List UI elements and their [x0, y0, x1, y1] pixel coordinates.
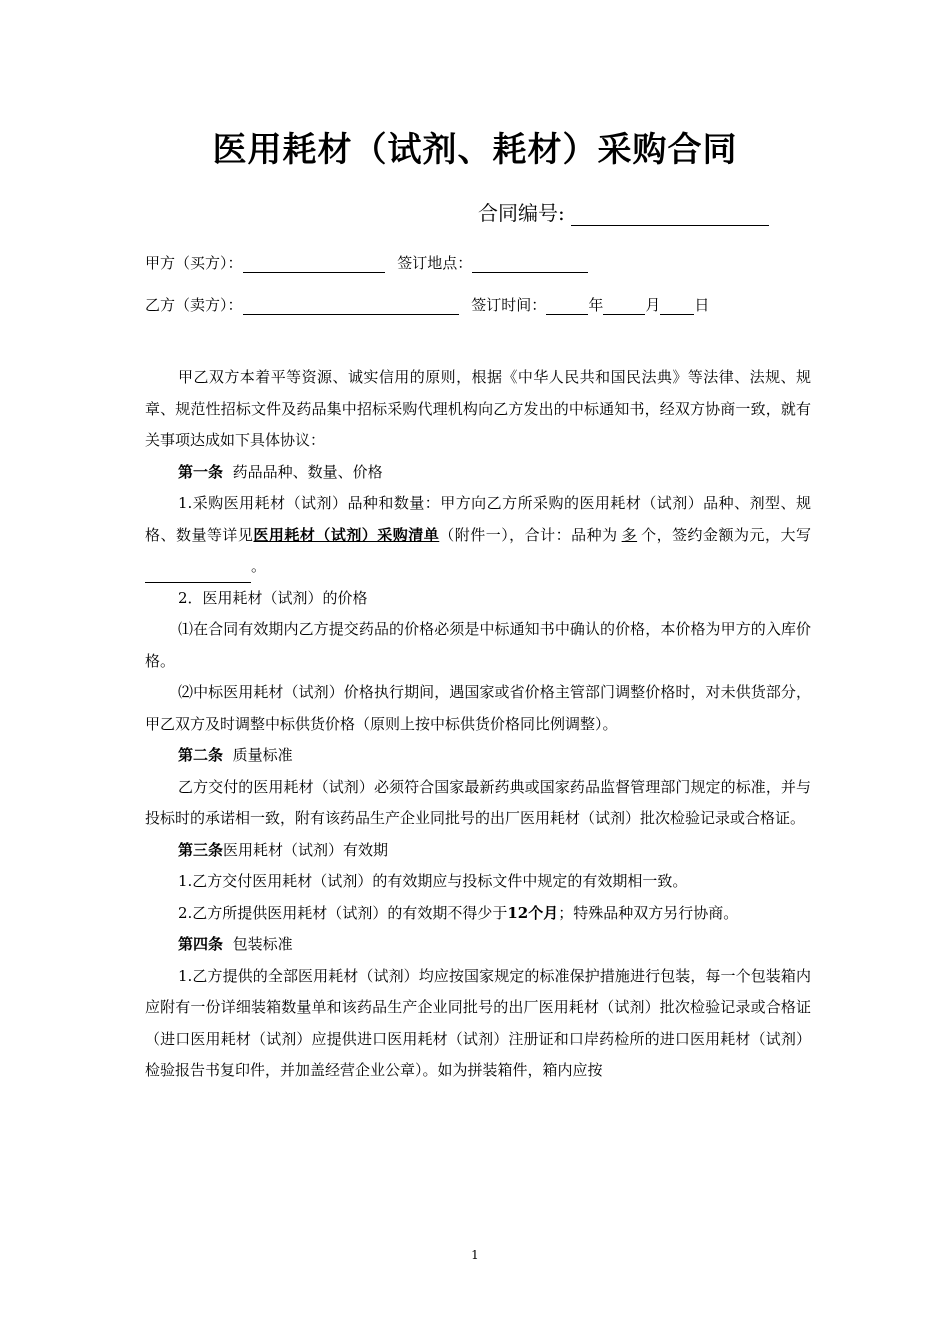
article-1-paragraph-1: [145, 488, 811, 583]
page-number: 1: [471, 1248, 479, 1262]
shelf-life-minimum: 12个月: [507, 903, 559, 922]
party-a-blank: [243, 256, 385, 273]
contract-title: 医用耗材（试剂、耗材）采购合同: [212, 130, 738, 170]
sign-place-label: 签订地点：: [397, 254, 473, 272]
article-3-number: 第三条: [178, 840, 224, 859]
article-1-p1-text-c: 个，签约金额为元，大写: [641, 525, 811, 544]
sign-time-label: 签订时间：: [471, 296, 547, 314]
year-label: 年: [588, 296, 604, 314]
article-2-title: 质量标准: [232, 746, 293, 764]
article-1-p1-text-a: 1.采购医用耗材（试剂）品种和数量：甲方向乙方所采购的医用耗材（试剂）品种、剂型、规格、数量等详见: [145, 494, 811, 544]
article-3-paragraph-1: 1.乙方交付医用耗材（试剂）的有效期应与投标文件中规定的有效期相一致。: [178, 872, 688, 890]
party-b-blank: [243, 298, 459, 315]
contract-number-blank: [571, 203, 769, 226]
article-3-p2-text-b: ；特殊品种双方另行协商。: [558, 903, 739, 922]
article-2-number: 第二条: [178, 746, 224, 764]
article-2-paragraph-1: 乙方交付的医用耗材（试剂）必须符合国家最新药典或国家药品监督管理部门规定的标准，并与投标时的承诺相一致，附有该药品生产企业同批号的出厂医用耗材（试剂）批次检验记录或合格证。: [145, 777, 811, 827]
article-1-number: 第一条: [178, 462, 224, 481]
article-3-heading: [145, 835, 811, 867]
contract-number-row: [478, 197, 769, 226]
sign-place-blank: [472, 256, 588, 273]
article-4-heading: [145, 929, 811, 961]
month-blank: [603, 298, 645, 315]
contract-number-label: 合同编号:: [478, 201, 565, 225]
day-label: 日: [694, 296, 710, 314]
article-4-paragraph-1: 1.乙方提供的全部医用耗材（试剂）均应按国家规定的标准保护措施进行包装，每一个包装箱内应附有一份详细装箱数量单和该药品生产企业同批号的出厂医用耗材（试剂）批次检验记录或合格证（进口医用耗材（试剂）应提供进口医用耗材（试剂）注册证和口岸药检所的进口医用耗材（试剂）检验报告书复印件，并加盖经营企业公章）。如为拼装箱件，箱内应按: [145, 966, 811, 1079]
article-4-title: 包装标准: [232, 935, 293, 953]
party-a-row: [145, 252, 588, 273]
month-label: 月: [645, 296, 661, 314]
intro-paragraph: 甲乙双方本着平等资源、诚实信用的原则，根据《中华人民共和国民法典》等法律、法规、规章、规范性招标文件及药品集中招标采购代理机构向乙方发出的中标通知书，经双方协商一致，就有关事项达成如下具体协议：: [145, 368, 811, 449]
article-1-title: 药品品种、数量、价格: [232, 462, 383, 481]
procurement-list-reference: 医用耗材（试剂）采购清单: [253, 525, 440, 544]
article-1-p1-end: 。: [251, 557, 267, 575]
article-1-heading: [145, 457, 811, 489]
article-3-p2-text-a: 2.乙方所提供医用耗材（试剂）的有效期不得少于: [178, 903, 508, 922]
article-3-paragraph-2: [145, 898, 811, 930]
article-1-paragraph-4: ⑵中标医用耗材（试剂）价格执行期间，遇国家或省价格主管部门调整价格时，对未供货部分，甲乙双方及时调整中标供货价格（原则上按中标供货价格同比例调整）。: [145, 683, 811, 733]
article-1-paragraph-2: 2．医用耗材（试剂）的价格: [178, 588, 368, 607]
year-blank: [546, 298, 588, 315]
party-b-row: [145, 294, 709, 315]
variety-count: 多: [621, 525, 638, 544]
article-2-heading: [145, 740, 811, 772]
article-1-p1-text-b: （附件一），合计：品种为: [439, 525, 618, 544]
contract-body: [145, 362, 811, 1087]
article-4-number: 第四条: [178, 935, 224, 953]
article-3-title: 医用耗材（试剂）有效期: [223, 840, 389, 859]
amount-capital-blank: [145, 566, 251, 583]
party-a-label: 甲方（买方）：: [145, 254, 243, 272]
article-1-paragraph-3: ⑴在合同有效期内乙方提交药品的价格必须是中标通知书中确认的价格，本价格为甲方的入库价格。: [145, 620, 811, 670]
party-b-label: 乙方（卖方）：: [145, 296, 243, 314]
day-blank: [660, 298, 694, 315]
